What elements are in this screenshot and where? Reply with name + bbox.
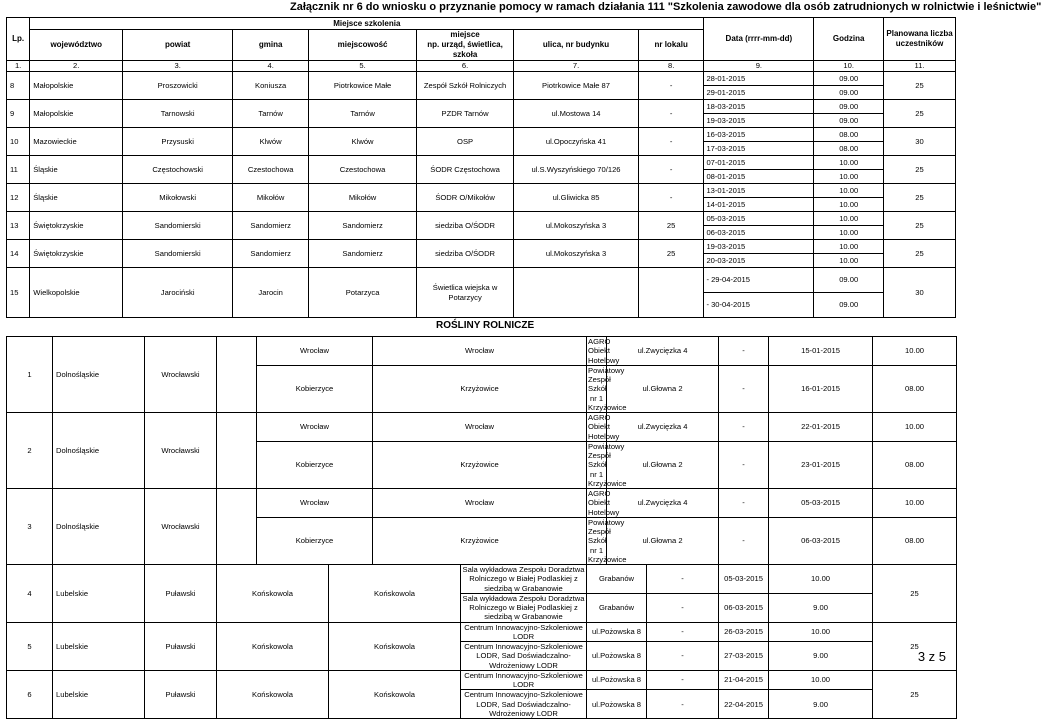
table-row <box>7 268 956 293</box>
row-gmina: Czestochowa <box>233 156 309 184</box>
row-wojewodztwo: Świętokrzyskie <box>30 240 123 268</box>
row-powiat: Wrocławski <box>145 337 217 413</box>
table-row <box>7 489 957 518</box>
row-wojewodztwo: Świętokrzyskie <box>30 212 123 240</box>
sub-miejscowosc: Krzyżowice <box>373 441 587 488</box>
row-date: - 30-04-2015 <box>704 293 814 318</box>
sub-data: 06-03-2015 <box>769 517 873 564</box>
row-ulica: ul.Opoczyńska 41 <box>514 128 639 156</box>
column-number: 8. <box>638 61 704 72</box>
row-lp: 2 <box>7 413 53 489</box>
row-hour: 09.00 <box>814 86 884 100</box>
sub-ulica: ul.Pożowska 8 <box>587 622 647 642</box>
row-hour: 10.00 <box>814 240 884 254</box>
row-hour: 09.00 <box>814 72 884 86</box>
sub-nr-lokalu: - <box>719 365 769 412</box>
row-hour: 10.00 <box>814 156 884 170</box>
header-planowana: Planowana liczba uczestników <box>884 18 956 61</box>
row-date: 19-03-2015 <box>704 240 814 254</box>
sub-godzina: 08.00 <box>873 517 957 564</box>
sub-data: 27-03-2015 <box>719 642 769 671</box>
row-nr-lokalu: - <box>638 184 704 212</box>
row-powiat: Tarnowski <box>123 100 233 128</box>
header-wojewodztwo: województwo <box>30 30 123 61</box>
row-hour: 09.00 <box>814 100 884 114</box>
row-count: 25 <box>884 240 956 268</box>
sub-miejsce: Sala wykładowa Zespołu Doradztwa Rolniczego w Białej Podlaskiej z siedzibą w Grabanowie <box>461 593 587 622</box>
row-gmina: Jarocin <box>233 268 309 318</box>
column-number: 11. <box>884 61 956 72</box>
row-lp: 1 <box>7 337 53 413</box>
row-nr-lokalu: - <box>638 100 704 128</box>
row-powiat: Sandomierski <box>123 240 233 268</box>
sub-nr-lokalu: - <box>719 441 769 488</box>
row-lp: 9 <box>7 100 30 128</box>
sub-godzina: 08.00 <box>873 365 957 412</box>
sub-miejsce: Powiatowy Zespół Szkół nr 1 Krzyżowice <box>588 441 627 488</box>
row-miejsce: Świetlica wiejska w Potarzycy <box>416 268 513 318</box>
row-miejscowosc: Sandomierz <box>309 240 417 268</box>
row-hour: 08.00 <box>814 128 884 142</box>
row-powiat: Jarociński <box>123 268 233 318</box>
row-miejscowosc: Potarzyca <box>309 268 417 318</box>
row-gmina: Klwów <box>233 128 309 156</box>
row-wojewodztwo: Dolnośląskie <box>53 413 145 489</box>
sub-ulica: Grabanów <box>587 593 647 622</box>
row-lp: 10 <box>7 128 30 156</box>
sub-ulica: ul.Zwycięzka 4 <box>607 413 719 442</box>
row-count: 25 <box>884 156 956 184</box>
table-row <box>7 337 957 366</box>
row-date: 29-01-2015 <box>704 86 814 100</box>
column-number: 7. <box>514 61 639 72</box>
sub-nr-lokalu: - <box>719 337 769 366</box>
row-powiat: Mikołowski <box>123 184 233 212</box>
row-date: 13-01-2015 <box>704 184 814 198</box>
sub-godzina: 10.00 <box>873 413 957 442</box>
sub-data: 21-04-2015 <box>719 670 769 690</box>
sub-gmina: Kobierzyce <box>257 517 373 564</box>
sub-miejscowosc: Wrocław <box>373 489 587 518</box>
sub-data: 05-03-2015 <box>719 565 769 594</box>
column-number: 10. <box>814 61 884 72</box>
row-wojewodztwo: Lubelskie <box>53 565 145 623</box>
column-number: 3. <box>123 61 233 72</box>
row-count: 25 <box>884 72 956 100</box>
header-nr-lokalu: nr lokalu <box>638 30 704 61</box>
table-row <box>7 413 957 442</box>
row-miejsce: ŚODR Częstochowa <box>416 156 513 184</box>
row-date: 06-03-2015 <box>704 226 814 240</box>
row-miejsce: ŚODR O/Mikołów <box>416 184 513 212</box>
row-date: 14-01-2015 <box>704 198 814 212</box>
row-nr-lokalu <box>638 268 704 318</box>
sub-godzina: 10.00 <box>873 337 957 366</box>
sub-miejsce: AGRO Obiekt Hotelowy <box>588 489 620 517</box>
row-miejsce: OSP <box>416 128 513 156</box>
sub-miejsce: Sala wykładowa Zespołu Doradztwa Rolniczego w Białej Podlaskiej z siedzibą w Grabanowie <box>461 565 587 594</box>
row-gmina: Tarnów <box>233 100 309 128</box>
row-gmina: Końskowola <box>217 622 329 670</box>
column-number: 9. <box>704 61 814 72</box>
sub-godzina: 9.00 <box>769 642 873 671</box>
row-blank <box>217 337 257 413</box>
row-gmina: Końskowola <box>217 565 329 623</box>
row-miejsce: siedziba O/ŚODR <box>416 212 513 240</box>
sub-gmina: Wrocław <box>257 489 373 518</box>
table-row <box>7 622 957 642</box>
row-count: 25 <box>873 670 957 718</box>
row-lp: 13 <box>7 212 30 240</box>
row-lp: 4 <box>7 565 53 623</box>
sub-nr-lokalu: - <box>719 489 769 518</box>
sub-miejsce: AGRO Obiekt Hotelowy <box>588 337 620 365</box>
sub-data: 05-03-2015 <box>769 489 873 518</box>
row-powiat: Przysuski <box>123 128 233 156</box>
row-blank <box>217 413 257 489</box>
sub-nr-lokalu: - <box>719 413 769 442</box>
sub-data: 23-01-2015 <box>769 441 873 488</box>
row-date: 16-03-2015 <box>704 128 814 142</box>
row-count: 25 <box>873 565 957 623</box>
row-wojewodztwo: Małopolskie <box>30 100 123 128</box>
row-hour: 10.00 <box>814 226 884 240</box>
row-wojewodztwo: Małopolskie <box>30 72 123 100</box>
sub-miejsce: Powiatowy Zespół Szkół nr 1 Krzyżowice <box>588 365 627 412</box>
row-miejsce: siedziba O/ŚODR <box>416 240 513 268</box>
sub-gmina: Wrocław <box>257 337 373 366</box>
sub-nr-lokalu: - <box>647 642 719 671</box>
rosliny-rolnicze-table <box>6 336 957 719</box>
row-powiat: Sandomierski <box>123 212 233 240</box>
header-gmina: gmina <box>233 30 309 61</box>
sub-nr-lokalu: - <box>647 593 719 622</box>
row-date: 07-01-2015 <box>704 156 814 170</box>
row-hour: 10.00 <box>814 170 884 184</box>
row-lp: 14 <box>7 240 30 268</box>
sub-ulica: ul.Głowna 2 <box>607 365 719 412</box>
sub-godzina: 08.00 <box>873 441 957 488</box>
row-nr-lokalu: - <box>638 72 704 100</box>
row-wojewodztwo: Wielkopolskie <box>30 268 123 318</box>
row-count: 25 <box>884 100 956 128</box>
sub-ulica: Grabanów <box>587 565 647 594</box>
row-ulica: ul.Mokoszyńska 3 <box>514 212 639 240</box>
row-count: 25 <box>884 184 956 212</box>
column-number: 6. <box>416 61 513 72</box>
row-nr-lokalu: - <box>638 128 704 156</box>
section-title: ROŚLINY ROLNICZE <box>436 320 535 331</box>
sub-data: 15-01-2015 <box>769 337 873 366</box>
column-number: 5. <box>309 61 417 72</box>
sub-ulica: ul.Pożowska 8 <box>587 670 647 690</box>
row-wojewodztwo: Mazowieckie <box>30 128 123 156</box>
row-count: 30 <box>884 268 956 318</box>
row-miejscowosc: Końskowola <box>329 565 461 623</box>
column-number: 1. <box>7 61 30 72</box>
row-date: 18-03-2015 <box>704 100 814 114</box>
row-hour: 10.00 <box>814 212 884 226</box>
sub-data: 06-03-2015 <box>719 593 769 622</box>
sub-nr-lokalu: - <box>719 517 769 564</box>
sub-gmina: Kobierzyce <box>257 441 373 488</box>
row-lp: 12 <box>7 184 30 212</box>
row-miejscowosc: Sandomierz <box>309 212 417 240</box>
row-hour: 09.00 <box>814 293 884 318</box>
row-hour: 09.00 <box>814 114 884 128</box>
table-row <box>7 72 956 86</box>
row-miejscowosc: Czestochowa <box>309 156 417 184</box>
sub-miejsce: Centrum Innowacyjno-Szkoleniowe LODR <box>461 622 587 642</box>
sub-nr-lokalu: - <box>647 565 719 594</box>
sub-ulica: ul.Głowna 2 <box>607 441 719 488</box>
row-date: 20-03-2015 <box>704 254 814 268</box>
column-number: 2. <box>30 61 123 72</box>
table-row <box>7 100 956 114</box>
sub-miejsce: AGRO Obiekt Hotelowy <box>588 413 620 441</box>
row-hour: 10.00 <box>814 254 884 268</box>
row-miejscowosc: Końskowola <box>329 670 461 718</box>
row-lp: 6 <box>7 670 53 718</box>
sub-godzina: 9.00 <box>769 593 873 622</box>
row-miejsce: PZDR Tarnów <box>416 100 513 128</box>
row-hour: 09.00 <box>814 268 884 293</box>
sub-gmina: Kobierzyce <box>257 365 373 412</box>
row-powiat: Wrocławski <box>145 489 217 565</box>
row-nr-lokalu: 25 <box>638 240 704 268</box>
sub-miejsce: Centrum Innowacyjno-Szkoleniowe LODR <box>461 670 587 690</box>
row-wojewodztwo: Dolnośląskie <box>53 337 145 413</box>
table-row <box>7 184 956 198</box>
row-date: 05-03-2015 <box>704 212 814 226</box>
row-powiat: Puławski <box>145 622 217 670</box>
row-miejscowosc: Klwów <box>309 128 417 156</box>
sub-nr-lokalu: - <box>647 622 719 642</box>
row-miejscowosc: Mikołów <box>309 184 417 212</box>
row-powiat: Puławski <box>145 670 217 718</box>
sub-data: 22-04-2015 <box>719 690 769 719</box>
row-ulica: ul.S.Wyszyńskiego 70/126 <box>514 156 639 184</box>
column-number: 4. <box>233 61 309 72</box>
row-hour: 10.00 <box>814 184 884 198</box>
table-row <box>7 565 957 594</box>
row-ulica: ul.Mostowa 14 <box>514 100 639 128</box>
row-nr-lokalu: - <box>638 156 704 184</box>
row-miejscowosc: Tarnów <box>309 100 417 128</box>
sub-miejscowosc: Krzyżowice <box>373 517 587 564</box>
column-numbers-row <box>7 61 956 72</box>
sub-nr-lokalu: - <box>647 670 719 690</box>
sub-miejsce: Centrum Innowacyjno-Szkoleniowe LODR, Sad Doświadczalno-Wdrożeniowy LODR <box>461 642 587 671</box>
row-lp: 15 <box>7 268 30 318</box>
row-powiat: Proszowicki <box>123 72 233 100</box>
row-ulica: ul.Mokoszyńska 3 <box>514 240 639 268</box>
row-miejsce: Zespół Szkół Rolniczych <box>416 72 513 100</box>
table-row <box>7 240 956 254</box>
row-gmina: Końskowola <box>217 670 329 718</box>
row-lp: 3 <box>7 489 53 565</box>
header-miejscowosc: miejscowość <box>309 30 417 61</box>
header-data: Data (rrrr-mm-dd) <box>704 18 814 61</box>
row-hour: 08.00 <box>814 142 884 156</box>
header-powiat: powiat <box>123 30 233 61</box>
header-miejsce-szkolenia: Miejsce szkolenia <box>30 18 704 30</box>
sub-nr-lokalu: - <box>647 690 719 719</box>
sub-data: 16-01-2015 <box>769 365 873 412</box>
sub-godzina: 10.00 <box>769 565 873 594</box>
row-date: 17-03-2015 <box>704 142 814 156</box>
sub-ulica: ul.Zwycięzka 4 <box>607 337 719 366</box>
row-ulica: Piotrkowice Małe 87 <box>514 72 639 100</box>
sub-godzina: 10.00 <box>769 622 873 642</box>
header-godzina: Godzina <box>814 18 884 61</box>
row-date: - 29-04-2015 <box>704 268 814 293</box>
sub-miejsce: Centrum Innowacyjno-Szkoleniowe LODR, Sad Doświadczalno-Wdrożeniowy LODR <box>461 690 587 719</box>
row-wojewodztwo: Lubelskie <box>53 670 145 718</box>
row-lp: 8 <box>7 72 30 100</box>
row-gmina: Sandomierz <box>233 212 309 240</box>
row-hour: 10.00 <box>814 198 884 212</box>
sub-ulica: ul.Pożowska 8 <box>587 642 647 671</box>
header-miejsce: miejsce np. urząd, świetlica, szkoła <box>416 30 513 61</box>
header-lp: Lp. <box>7 18 30 61</box>
sub-ulica: ul.Zwycięzka 4 <box>607 489 719 518</box>
row-date: 28-01-2015 <box>704 72 814 86</box>
row-wojewodztwo: Dolnośląskie <box>53 489 145 565</box>
row-count: 30 <box>884 128 956 156</box>
row-gmina: Sandomierz <box>233 240 309 268</box>
row-powiat: Puławski <box>145 565 217 623</box>
document-title: Załącznik nr 6 do wniosku o przyznanie pomocy w ramach działania 111 "Szkolenia zawodowe dla osób zatrudnionych w rolnictwie i leśnictwie" <box>290 1 1041 13</box>
sub-godzina: 10.00 <box>769 670 873 690</box>
table-row <box>7 212 956 226</box>
row-date: 08-01-2015 <box>704 170 814 184</box>
sub-ulica: ul.Pożowska 8 <box>587 690 647 719</box>
sub-data: 22-01-2015 <box>769 413 873 442</box>
row-gmina: Mikołów <box>233 184 309 212</box>
row-powiat: Wrocławski <box>145 413 217 489</box>
row-date: 19-03-2015 <box>704 114 814 128</box>
row-wojewodztwo: Śląskie <box>30 156 123 184</box>
row-nr-lokalu: 25 <box>638 212 704 240</box>
sub-gmina: Wrocław <box>257 413 373 442</box>
row-lp: 11 <box>7 156 30 184</box>
header-ulica: ulica, nr budynku <box>514 30 639 61</box>
row-gmina: Koniusza <box>233 72 309 100</box>
row-powiat: Częstochowski <box>123 156 233 184</box>
row-count: 25 <box>873 622 957 670</box>
table-row <box>7 670 957 690</box>
sub-miejscowosc: Wrocław <box>373 413 587 442</box>
row-ulica: ul.Gliwicka 85 <box>514 184 639 212</box>
row-miejscowosc: Końskowola <box>329 622 461 670</box>
table-row <box>7 156 956 170</box>
sub-miejscowosc: Krzyżowice <box>373 365 587 412</box>
table-row <box>7 128 956 142</box>
row-count: 25 <box>884 212 956 240</box>
row-miejscowosc: Piotrkowice Małe <box>309 72 417 100</box>
training-locations-table <box>6 17 956 318</box>
row-wojewodztwo: Śląskie <box>30 184 123 212</box>
sub-godzina: 9.00 <box>769 690 873 719</box>
row-wojewodztwo: Lubelskie <box>53 622 145 670</box>
sub-godzina: 10.00 <box>873 489 957 518</box>
sub-miejscowosc: Wrocław <box>373 337 587 366</box>
row-ulica <box>514 268 639 318</box>
row-blank <box>217 489 257 565</box>
sub-data: 26-03-2015 <box>719 622 769 642</box>
sub-miejsce: Powiatowy Zespół Szkół nr 1 Krzyżowice <box>588 517 627 564</box>
row-lp: 5 <box>7 622 53 670</box>
sub-ulica: ul.Głowna 2 <box>607 517 719 564</box>
page-number: 3 z 5 <box>917 649 946 664</box>
